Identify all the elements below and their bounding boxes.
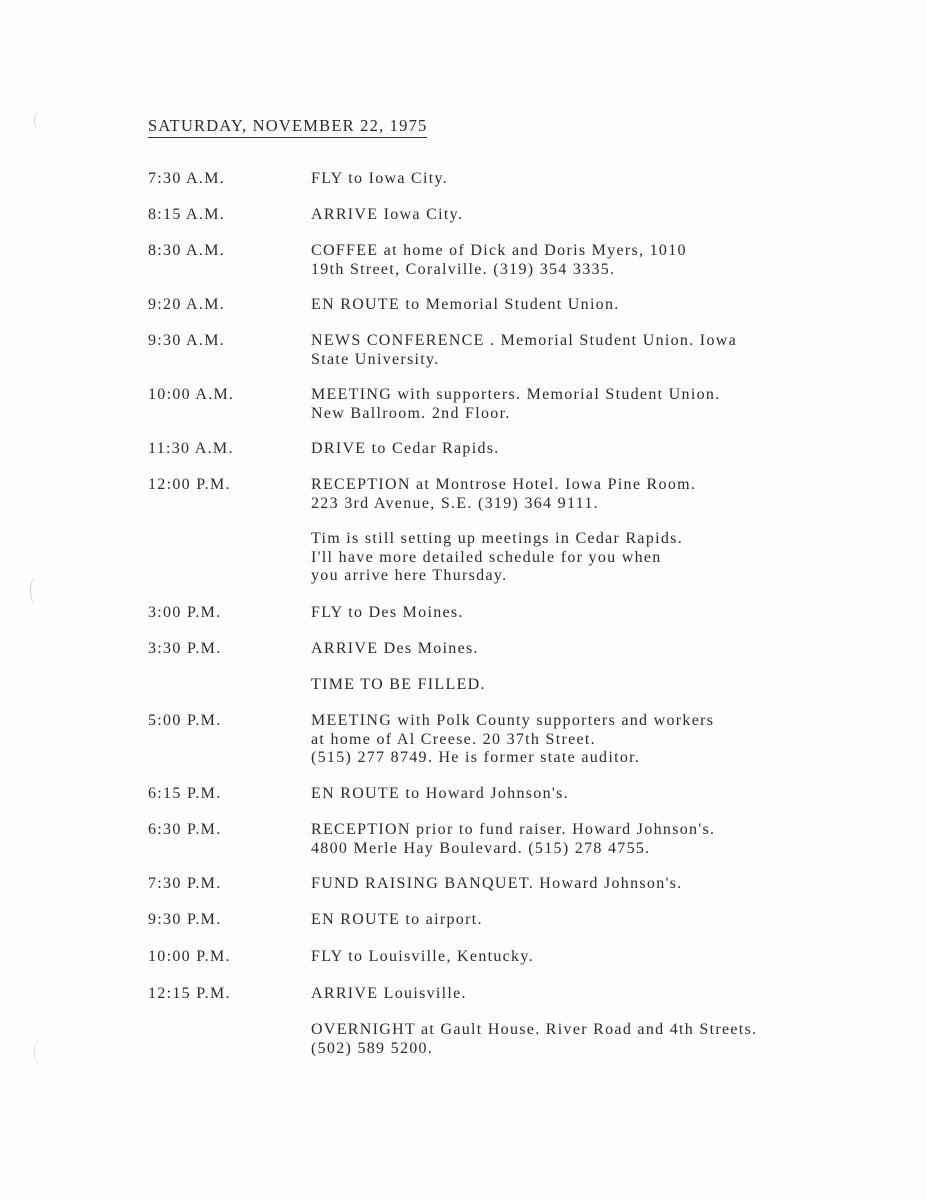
schedule-entry	[148, 440, 908, 459]
entry-description-line: New Ballroom. 2nd Floor.	[311, 404, 511, 422]
entry-time: 9:20 A.M.	[148, 296, 226, 313]
entry-time: 5:00 P.M.	[148, 712, 222, 729]
entry-description-line: FLY to Louisville, Kentucky.	[311, 948, 534, 965]
entry-time: 9:30 A.M.	[148, 332, 226, 349]
entry-description	[311, 440, 908, 459]
entry-description	[311, 640, 908, 659]
entry-time: 9:30 P.M.	[148, 911, 222, 928]
entry-description-line: ARRIVE Louisville.	[311, 985, 467, 1002]
schedule-entry	[148, 386, 908, 423]
schedule-entry	[148, 476, 908, 513]
entry-description	[311, 911, 908, 930]
schedule-entry	[148, 604, 908, 623]
entry-time: 3:00 P.M.	[148, 604, 222, 621]
entry-description-line: (515) 277 8749. He is former state auditor.	[311, 749, 641, 766]
schedule-entry	[148, 640, 908, 659]
entry-description	[311, 242, 908, 279]
schedule-entry	[148, 821, 908, 858]
schedule-entry	[148, 712, 908, 768]
entry-time: 10:00 A.M.	[148, 386, 235, 403]
entry-description	[311, 386, 908, 423]
margin-mark	[34, 1040, 45, 1064]
schedule-entry	[148, 911, 908, 930]
entry-description-line: ARRIVE Des Moines.	[311, 640, 479, 657]
entry-description-line: you arrive here Thursday.	[311, 567, 508, 584]
entry-time: 11:30 A.M.	[148, 440, 234, 457]
entry-description	[311, 1021, 908, 1058]
entry-description	[311, 875, 908, 894]
entry-description-line: OVERNIGHT at Gault House. River Road and 4th Streets.	[311, 1021, 758, 1038]
entry-time: 10:00 P.M.	[148, 948, 231, 965]
schedule-entry	[148, 206, 908, 225]
schedule-entry	[148, 985, 908, 1004]
entry-description-line: 223 3rd Avenue, S.E. (319) 364 9111.	[311, 494, 599, 512]
entry-description	[311, 476, 908, 513]
entry-description-line: I'll have more detailed schedule for you when	[311, 548, 662, 566]
entry-description	[311, 170, 908, 189]
entry-time: 12:00 P.M.	[148, 476, 231, 493]
entry-time: 6:30 P.M.	[148, 821, 222, 838]
entry-description-line: Tim is still setting up meetings in Cedar Rapids.	[311, 530, 684, 547]
entry-description-line: 19th Street, Coralville. (319) 354 3335.	[311, 260, 616, 278]
entry-description-line: COFFEE at home of Dick and Doris Myers, 1010	[311, 242, 687, 259]
entry-time: 12:15 P.M.	[148, 985, 231, 1002]
schedule-entry	[148, 676, 908, 695]
entry-description-line: EN ROUTE to Memorial Student Union.	[311, 296, 620, 313]
entry-description-line: EN ROUTE to Howard Johnson's.	[311, 785, 569, 802]
entry-description	[311, 530, 908, 586]
entry-description-line: ARRIVE Iowa City.	[311, 206, 464, 223]
schedule-entry	[148, 242, 908, 279]
schedule-entry	[148, 785, 908, 804]
entry-description-line: FLY to Iowa City.	[311, 170, 449, 187]
entry-time: 8:15 A.M.	[148, 206, 226, 223]
entry-description	[311, 296, 908, 315]
entry-description-line: RECEPTION prior to fund raiser. Howard Johnson's.	[311, 821, 716, 838]
entry-time: 7:30 A.M.	[148, 170, 226, 187]
schedule-entry	[148, 296, 908, 315]
entry-description	[311, 206, 908, 225]
entry-description-line: 4800 Merle Hay Boulevard. (515) 278 4755.	[311, 839, 651, 857]
schedule-date-heading: SATURDAY, NOVEMBER 22, 1975	[148, 116, 427, 138]
entry-description	[311, 332, 908, 369]
entry-time: 6:15 P.M.	[148, 785, 222, 802]
entry-description	[311, 821, 908, 858]
entry-description-line: MEETING with supporters. Memorial Student Union.	[311, 386, 721, 403]
entry-description	[311, 712, 908, 768]
entry-description-line: State University.	[311, 350, 440, 368]
entry-description-line: DRIVE to Cedar Rapids.	[311, 440, 500, 457]
entry-description-line: TIME TO BE FILLED.	[311, 676, 486, 693]
schedule-entry	[148, 170, 908, 189]
entry-description-line: MEETING with Polk County supporters and workers	[311, 712, 715, 729]
entry-description-line: FUND RAISING BANQUET. Howard Johnson's.	[311, 875, 683, 892]
entry-description-line: EN ROUTE to airport.	[311, 911, 483, 928]
schedule-entry	[148, 948, 908, 967]
entry-description-line: RECEPTION at Montrose Hotel. Iowa Pine Room.	[311, 476, 697, 493]
entry-description	[311, 676, 908, 695]
entry-description	[311, 785, 908, 804]
entry-description	[311, 985, 908, 1004]
entry-time: 7:30 P.M.	[148, 875, 222, 892]
entry-description	[311, 604, 908, 623]
entry-description-line: (502) 589 5200.	[311, 1039, 434, 1057]
schedule-entry	[148, 332, 908, 369]
entry-description	[311, 948, 908, 967]
margin-mark	[34, 112, 45, 130]
entry-time: 8:30 A.M.	[148, 242, 226, 259]
schedule-entry	[148, 1021, 908, 1058]
entry-description-line: NEWS CONFERENCE . Memorial Student Union. Iowa	[311, 332, 737, 349]
margin-mark	[30, 578, 41, 604]
schedule-entry	[148, 530, 908, 586]
entry-time: 3:30 P.M.	[148, 640, 222, 657]
entry-description-line: at home of Al Creese. 20 37th Street.	[311, 730, 596, 748]
schedule-entry	[148, 875, 908, 894]
entry-description-line: FLY to Des Moines.	[311, 604, 464, 621]
